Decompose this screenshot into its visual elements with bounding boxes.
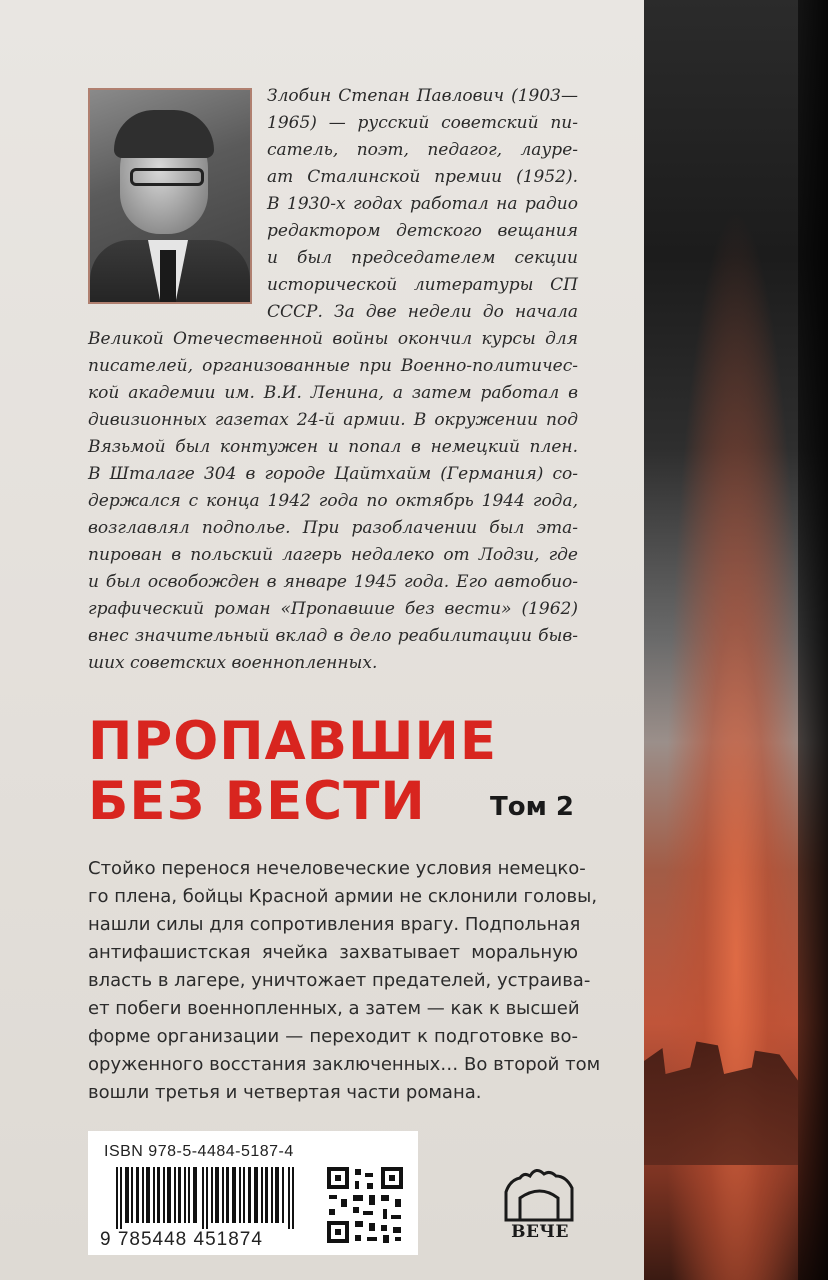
author-photo (88, 88, 252, 304)
barcode-panel (88, 1131, 418, 1255)
bio-line: внес значительный вклад в дело реабилитации быв- (88, 626, 578, 646)
title-line-2: БЕЗ ВЕСТИ (88, 771, 426, 832)
bio-line: дивизионных газетах 24-й армии. В окружении под (88, 410, 578, 430)
bio-line: ат Сталинской премии (1952). (267, 167, 578, 187)
annotation-line: нашли силы для сопротивления врагу. Подпольная (88, 914, 581, 935)
bio-line: держался с конца 1942 года по октябрь 1944 года, (88, 491, 578, 511)
bio-line: 1965) — русский советский пи- (267, 113, 578, 133)
bio-line: Злобин Степан Павлович (1903— (267, 86, 578, 106)
annotation-line: власть в лагере, уничтожает предателей, устраива- (88, 970, 591, 991)
annotation-line: антифашистская ячейка захватывает моральную (88, 942, 578, 963)
bio-line: сатель, поэт, педагог, лауре- (267, 140, 578, 160)
spine-edge (798, 0, 828, 1280)
annotation-line: вошли третья и четвертая части романа. (88, 1082, 482, 1103)
annotation-line: форме организации — переходит к подготовке во- (88, 1026, 578, 1047)
bio-line: редактором детского вещания (267, 221, 578, 241)
bio-line: пирован в польский лагерь недалеко от Лодзи, где (88, 545, 578, 565)
bio-line: графический роман «Пропавшие без вести» (1962) (88, 599, 578, 619)
volume-label: Том 2 (490, 792, 574, 822)
qr-code-icon (325, 1165, 405, 1245)
publisher-name: ВЕЧЕ (511, 1222, 569, 1242)
bio-line: и был председателем секции (267, 248, 578, 268)
annotation-line: ет побеги военнопленных, а затем — как к высшей (88, 998, 580, 1019)
publisher-logo-icon (500, 1162, 580, 1222)
annotation-line: Стойко перенося нечеловеческие условия немецко- (88, 858, 586, 879)
isbn-text: ISBN 978-5-4484-5187-4 (104, 1143, 294, 1160)
bio-line: исторической литературы СП (267, 275, 578, 295)
annotation-line: оруженного восстания заключенных… Во второй том (88, 1054, 601, 1075)
bio-line: кой академии им. В.И. Ленина, а затем работал в (88, 383, 578, 403)
book-title (88, 712, 497, 832)
barcode-icon (102, 1167, 312, 1229)
bio-line: и был освобожден в январе 1945 года. Его автобио- (88, 572, 578, 592)
bio-line: Великой Отечественной войны окончил курсы для (88, 329, 578, 349)
bio-line: ших советских военнопленных. (88, 653, 378, 673)
bio-line: В Шталаге 304 в городе Цайтхайм (Германия) со- (88, 464, 578, 484)
bio-line: Вязьмой был контужен и попал в немецкий плен. (88, 437, 578, 457)
glasses-icon (130, 168, 204, 186)
bio-line: В 1930-х годах работал на радио (267, 194, 578, 214)
title-line-1: ПРОПАВШИЕ (88, 711, 498, 772)
ean-number: 9 785448 451874 (100, 1229, 263, 1250)
annotation-line: го плена, бойцы Красной армии не склонили головы, (88, 886, 598, 907)
bio-line: возглавлял подполье. При разоблачении был эта- (88, 518, 578, 538)
bio-line: СССР. За две недели до начала (267, 302, 578, 322)
bio-line: писателей, организованные при Военно-политичес- (88, 356, 578, 376)
